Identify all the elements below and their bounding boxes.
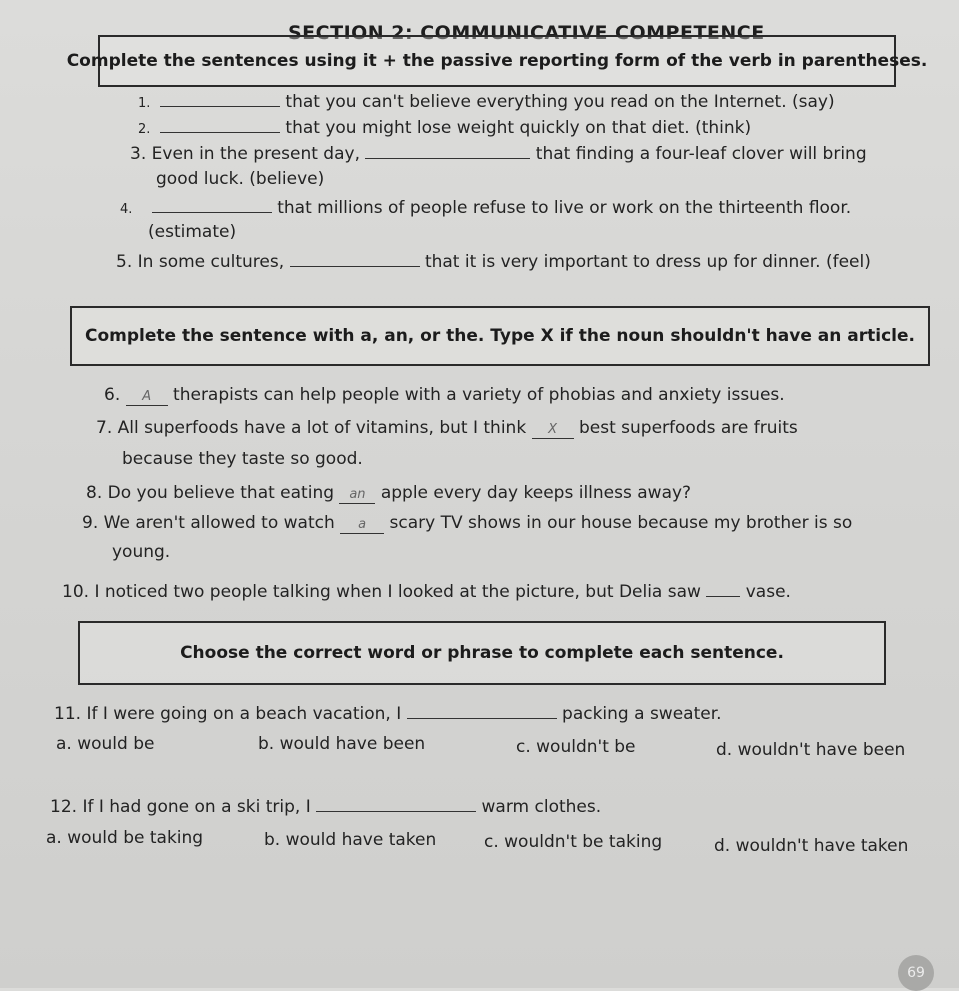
question-text: that you can't believe everything you read on the Internet. (say) (285, 92, 835, 112)
question-10 (62, 582, 791, 602)
question-9-continued: young. (112, 542, 171, 562)
question-4 (120, 198, 851, 218)
question-text: scary TV shows in our house because my brother is so (389, 513, 853, 533)
question-7-continued: because they taste so good. (122, 449, 363, 469)
question-number: 8. (86, 483, 103, 503)
question-text: Even in the present day, (151, 144, 360, 164)
question-number: 10. (62, 582, 90, 602)
question-2-body (160, 118, 751, 138)
question-5 (116, 252, 871, 272)
question-number: 4. (120, 202, 133, 217)
question-number: 6. (104, 385, 121, 405)
question-text: We aren't allowed to watch (103, 513, 335, 533)
question-text: that you might lose weight quickly on that diet. (think) (285, 118, 752, 138)
section-title: SECTION 2: COMMUNICATIVE COMPETENCE (288, 22, 765, 44)
question-number: 5. (116, 252, 133, 272)
question-text: therapists can help people with a variety of phobias and anxiety issues. (173, 385, 785, 405)
question-11 (54, 704, 722, 724)
answer-blank[interactable] (706, 582, 740, 597)
option-11c[interactable]: c. wouldn't be (516, 737, 636, 757)
question-text: packing a sweater. (562, 704, 722, 724)
instruction-box-2 (70, 306, 930, 366)
question-7 (96, 418, 798, 439)
answer-blank[interactable]: A (126, 391, 168, 406)
question-2 (138, 118, 150, 138)
answer-blank[interactable] (316, 797, 476, 812)
question-text: that millions of people refuse to live or work on the thirteenth floor. (277, 198, 852, 218)
question-3 (130, 144, 867, 164)
instruction-box-3 (78, 621, 886, 685)
question-text: that finding a four-leaf clover will bring (535, 144, 867, 164)
answer-blank[interactable] (407, 704, 557, 719)
question-text: apple every day keeps illness away? (380, 483, 692, 503)
page-number: 69 (898, 955, 934, 991)
instruction-text-3: Choose the correct word or phrase to complete each sentence. (180, 643, 784, 663)
question-number: 9. (82, 513, 99, 533)
answer-blank[interactable] (152, 198, 272, 213)
question-number: 1. (138, 96, 151, 111)
answer-blank[interactable]: a (340, 519, 384, 534)
instruction-box-1 (66, 35, 928, 87)
question-number: 11. (54, 704, 82, 724)
answer-blank[interactable]: X (532, 424, 574, 439)
option-11b[interactable]: b. would have been (258, 734, 426, 754)
instruction-text-1: Complete the sentences using it + the passive reporting form of the verb in parentheses. (66, 51, 928, 71)
answer-blank[interactable]: an (339, 489, 375, 504)
question-4-continued: (estimate) (148, 222, 237, 242)
answer-blank[interactable] (290, 252, 420, 267)
question-text: best superfoods are fruits (578, 418, 798, 438)
answer-blank[interactable] (365, 144, 530, 159)
answer-blank[interactable] (160, 92, 280, 107)
question-1-body (160, 92, 835, 112)
question-text: All superfoods have a lot of vitamins, but I think (117, 418, 527, 438)
question-number: 2. (138, 122, 151, 137)
question-9 (82, 513, 852, 534)
option-11d[interactable]: d. wouldn't have been (716, 740, 906, 760)
question-text: If I had gone on a ski trip, I (82, 797, 311, 817)
question-text: that it is very important to dress up for dinner. (feel) (424, 252, 871, 272)
question-text: warm clothes. (481, 797, 602, 817)
question-1 (138, 92, 150, 112)
question-number: 12. (50, 797, 78, 817)
answer-blank[interactable] (160, 118, 280, 133)
question-number: 3. (130, 144, 147, 164)
option-12a[interactable]: a. would be taking (46, 828, 204, 848)
question-text: Do you believe that eating (107, 483, 335, 503)
question-12 (50, 797, 601, 817)
question-text: If I were going on a beach vacation, I (86, 704, 402, 724)
question-3-continued: good luck. (believe) (156, 169, 325, 189)
option-11a[interactable]: a. would be (56, 734, 155, 754)
question-text: I noticed two people talking when I looked at the picture, but Delia saw (94, 582, 701, 602)
question-6 (104, 385, 785, 406)
question-8 (86, 483, 691, 504)
option-12b[interactable]: b. would have taken (264, 830, 437, 850)
option-12c[interactable]: c. wouldn't be taking (484, 832, 663, 852)
option-12d[interactable]: d. wouldn't have taken (714, 836, 909, 856)
question-text: In some cultures, (137, 252, 285, 272)
instruction-text-2: Complete the sentence with a, an, or the. Type X if the noun shouldn't have an article. (85, 326, 915, 346)
question-number: 7. (96, 418, 113, 438)
question-text: vase. (745, 582, 791, 602)
